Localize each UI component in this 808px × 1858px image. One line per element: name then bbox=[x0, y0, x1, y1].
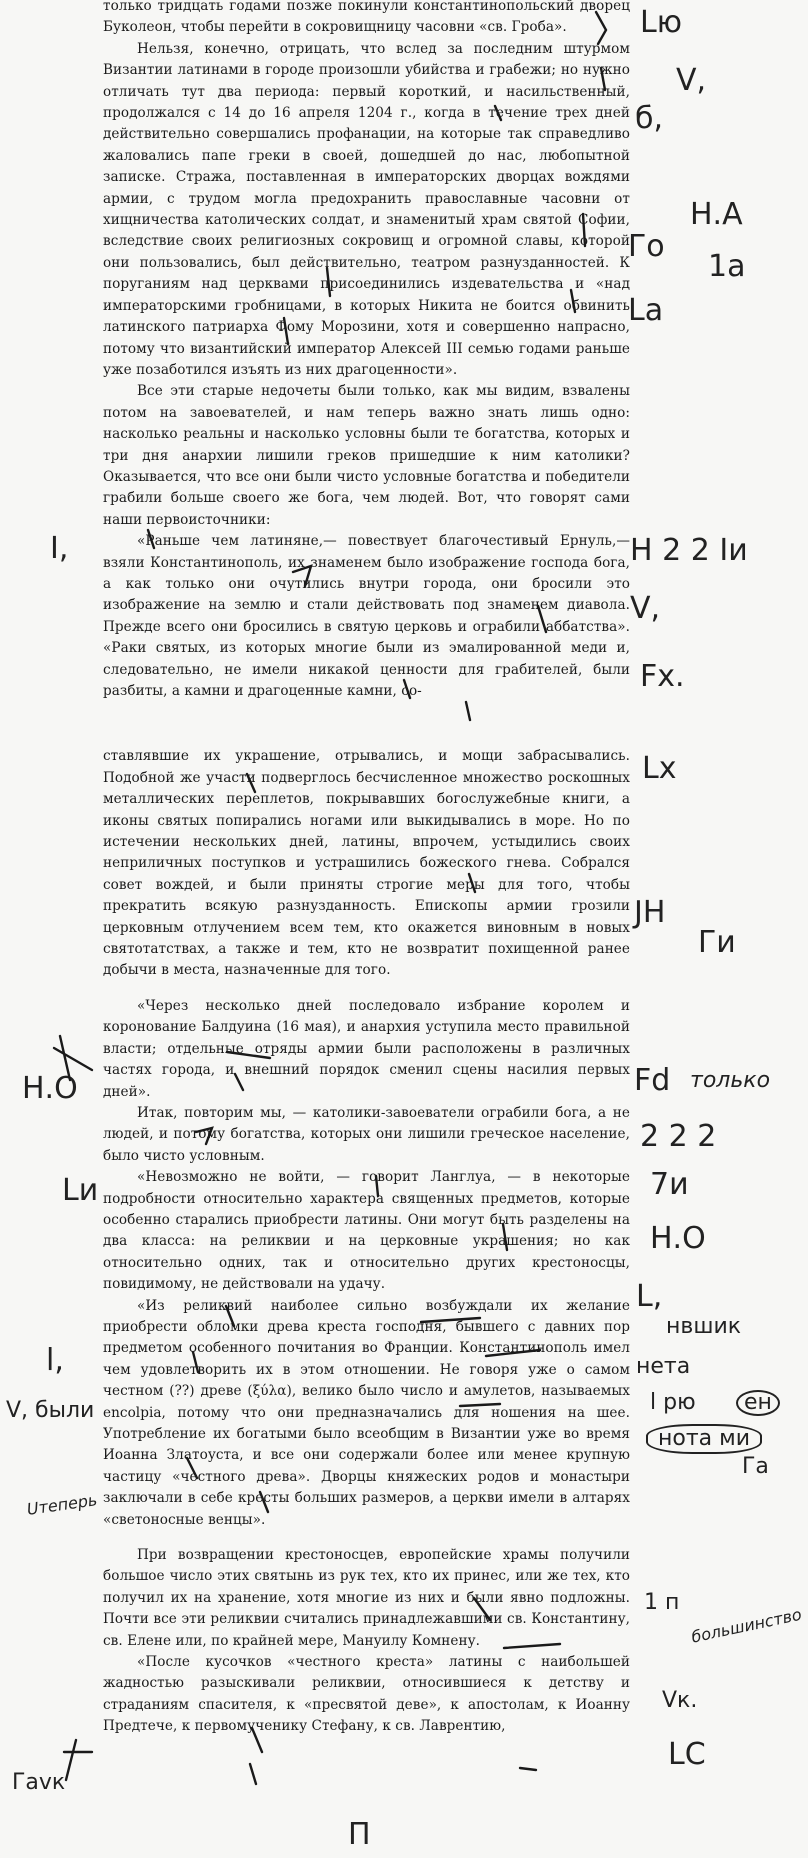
paragraph-4-quote: «Раньше чем латиняне,— повествует благочестивый Ернуль,— взяли Константинополь, их знаменем было изображение господа бога, а как только они очутились внутри города, они бросили это изображение на землю и стали действовать под знаменем диавола. Прежде всего они бросились в святую церковь и ограбили аббатства». «Раки святых, из которых многие были из эмалированной меди и, следовательно, не имели никакой ценности для грабителей, были разбиты, а камни и драгоценные камни, со- bbox=[103, 533, 630, 699]
margin-note: l, bbox=[46, 1343, 64, 1378]
margin-note: V, bbox=[630, 591, 661, 626]
paragraph-7: Итак, повторим мы, — католики-завоеватели ограбили бога, а не людей, и потому богатства, которых они лишили греческое население, было чисто условным. bbox=[103, 1104, 630, 1164]
margin-note: Fd bbox=[634, 1063, 671, 1098]
margin-note: V, bbox=[676, 63, 707, 98]
paragraph-6-quote: «Через несколько дней последовало избрание королем и коронование Балдуина (16 мая), и анархия уступила место правильной власти; отдельные отряды армии были расположены в различных частях города, и внешний порядок сменил сцены насилия первых дней». bbox=[103, 997, 630, 1100]
margin-note: Н.О bbox=[22, 1071, 78, 1106]
margin-note: Н 2 2 Iи bbox=[630, 533, 748, 568]
margin-note: б, bbox=[635, 101, 664, 136]
margin-note: Fx. bbox=[640, 659, 685, 694]
paragraph-3: Все эти старые недочеты были только, как мы видим, взвалены потом на завоевателей, и нам теперь важно знать лишь одно: насколько реальны и насколько условны были те богатства, которых и три дня анархии лишили греков пришедшие к ним католики? Оказывается, что все они были чисто условные богатства и победители грабили больше своего же бога, чем людей. Вот, что говорят сами наши первоисточники: bbox=[103, 383, 630, 528]
margin-note: Ги bbox=[698, 925, 736, 960]
margin-note: нвшик bbox=[666, 1314, 742, 1339]
margin-note: Н.А bbox=[690, 197, 743, 232]
margin-note: 1а bbox=[708, 249, 746, 284]
spacer bbox=[103, 982, 630, 996]
spacer bbox=[103, 1531, 630, 1545]
margin-note: Uтеперь bbox=[25, 1490, 99, 1519]
paragraph-10: При возвращении крестоносцев, европейские храмы получили большое число этих святынь из рук тех, кто их принес, или же тех, кто получил их на хранение, хотя многие из них и были явно подложны. Почти все эти реликвии считались принадлежавшими св. Константину, св. Елене или, по крайней мере, Мануилу Комнену. bbox=[103, 1547, 630, 1649]
body-text-column bbox=[103, 0, 630, 1738]
margin-note: Га bbox=[742, 1454, 769, 1479]
margin-note: V, были bbox=[6, 1398, 95, 1423]
margin-note: La bbox=[628, 293, 664, 328]
margin-note: П bbox=[348, 1817, 371, 1852]
margin-note: Н.О bbox=[650, 1221, 706, 1256]
paragraph-2: Нельзя, конечно, отрицать, что вслед за последним штурмом Византии латинами в городе произошли убийства и грабежи; но нужно отличать тут два периода: первый короткий, и насильственный, продолжался с 14 до 16 апреля 1204 г., когда в течение трех дней действительно совершались профанации, на которые так справедливо жаловались папе греки в своей, дошедшей до нас, любопытной записке. Стража, поставленная в императорских дворцах вождями армии, с трудом могла предохранить православные часовни от хищничества католических солдат, и знаменитый храм святой Софии, вследствие своих религиозных сокровищ и огромной славы, которой они пользовались, был действительно, театром разнузданностей. К поруганиям над церквами присоединились издевательства и «над императорскими гробницами, в которых Никита не боится обвинить латинского патриарха Фому Морозини, хотя и совершенно напрасно, потому что византийский император Алексей III семью годами раньше уже позаботился изъять из них драгоценности». bbox=[103, 40, 630, 378]
margin-note: 7и bbox=[650, 1167, 689, 1202]
margin-note: LC bbox=[668, 1737, 706, 1772]
margin-note: I, bbox=[50, 531, 69, 566]
paragraph-11-quote: «После кусочков «честного креста» латины с наибольшей жадностью разыскивали реликвии, относившиеся к детству и страданиям спасителя, к «пресвятой деве», к апостолам, к Иоанну Предтече, к первомученику Стефану, к св. Лаврентию, bbox=[103, 1654, 630, 1735]
margin-note-circled: нота ми bbox=[646, 1424, 762, 1454]
paragraph-9-quote: «Из реликвий наиболее сильно возбуждали их желание приобрести обломки древа креста господня, бывшего с давних пор предметом особенного почитания во Франции. Константинополь имел чем удовлетворить их в этом отношении. Не говоря уже о самом честном (??) древе (ξύλα), велико было число и амулетов, называемых encolpia, потому что они предназначались для ношения на шее. Употребление их богатыми было всеобщим в Византии уже во время Иоанна Златоуста, и все они содержали более или менее крупную частицу «честного древа». Дворцы княжеских родов и монастыри заключали в себе кресты больших размеров, а церкви имели в алтарях «светоносные венцы». bbox=[103, 1297, 630, 1528]
margin-note: большинство bbox=[689, 1604, 804, 1647]
margin-note: JH bbox=[634, 895, 666, 930]
margin-note: 2 2 2 bbox=[640, 1119, 717, 1154]
margin-note: 1 п bbox=[644, 1590, 680, 1615]
margin-note: l рю bbox=[650, 1390, 696, 1415]
page-break-gap bbox=[103, 702, 630, 746]
paragraph-5: ставлявшие их украшение, отрывались, и мощи забрасывались. Подобной же участи подверглось бесчисленное множество роскошных металлических переплетов, покрывавших богослужебные книги, а иконы святых попирались ногами или выкидывались в море. Но по истечении нескольких дней, латины, впрочем, устыдились своих неприличных поступков и устрашились божеского гнева. Собрался совет вождей, и были приняты строгие меры для того, чтобы прекратить всякую разнузданность. Епископы армии грозили церковным отлучением всем тем, кто окажется виновным в новых святотатствах, а также и тем, кто не возвратит похищенной ранее добычи в места, назначенные для того. bbox=[103, 748, 630, 979]
margin-note: Lx bbox=[642, 751, 677, 786]
paragraph-1: только тридцать годами позже покинули константинопольский дворец Буколеон, чтобы перейти в сокровищницу часовни «св. Гроба». bbox=[103, 0, 630, 36]
margin-note: L, bbox=[636, 1279, 663, 1314]
margin-note: нета bbox=[636, 1354, 691, 1379]
margin-note: только bbox=[690, 1068, 771, 1093]
margin-note-circled: ен bbox=[736, 1390, 780, 1416]
margin-note: Гаvк bbox=[12, 1770, 66, 1795]
paragraph-8-quote: «Невозможно не войти, — говорит Ланглуа, — в некоторые подробности относительно характера священных предметов, которые особенно старались приобрести латины. Они могут быть разделены на два класса: на реликвии и на церковные украшения; но как относительно одних, так и относительно других крестоносцы, повидимому, не действовали на удачу. bbox=[103, 1169, 630, 1293]
margin-note: Lю bbox=[640, 5, 682, 40]
margin-note: Lи bbox=[62, 1173, 99, 1208]
margin-note: Го bbox=[628, 229, 665, 264]
margin-note: Vк. bbox=[662, 1688, 698, 1713]
